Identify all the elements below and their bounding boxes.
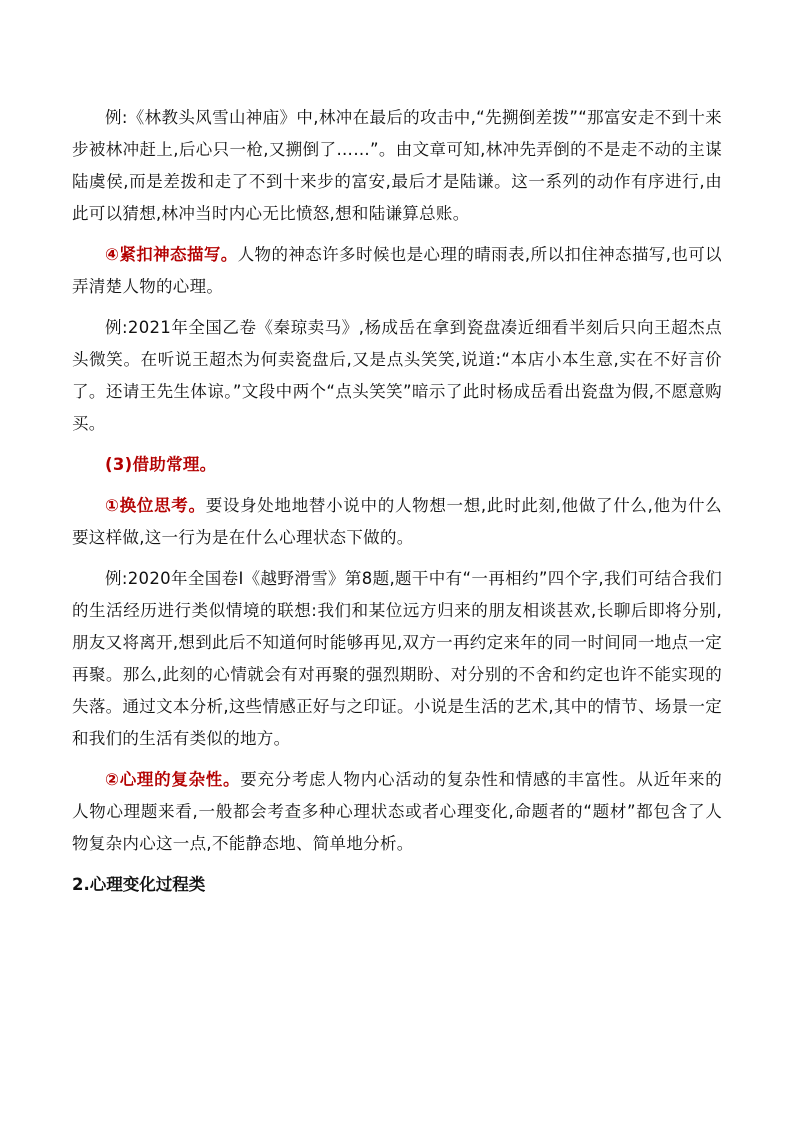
paragraph-lin-chong-example <box>72 102 722 230</box>
paragraph-psychological-complexity <box>72 764 722 860</box>
paragraph-perspective-taking <box>72 490 722 554</box>
section-title-complexity: ②心理的复杂性。 <box>105 770 241 789</box>
section-title-perspective: ①换位思考。 <box>105 496 206 515</box>
paragraph-text: 人物的神态许多时候也是心理的晴雨表,所以扣住神态描写,也可以弄清楚人物的心理。 <box>72 245 722 296</box>
document-content <box>72 102 722 901</box>
paragraph-text: 要设身处地地替小说中的人物想一想,此时此刻,他做了什么,他为什么要这样做,这一行为是在什么心理状态下做的。 <box>72 496 722 547</box>
paragraph-common-sense-heading <box>72 449 722 481</box>
paragraph-qin-qiong-example <box>72 312 722 440</box>
paragraph-text: 例:《林教头风雪山神庙》中,林冲在最后的攻击中,“先搠倒差拨”“那富安走不到十来步被林冲赶上,后心只一枪,又搠倒了……”。由文章可知,林冲先弄倒的不是走不动的主谋陆虞侯,而是差拨和走了不到十来步的富安,最后才是陆谦。这一系列的动作有序进行,由此可以猜想,林冲当时内心无比愤怒,想和陆谦算总账。 <box>72 108 722 223</box>
paragraph-text: 例:2020年全国卷Ⅰ《越野滑雪》第8题,题干中有“一再相约”四个字,我们可结合我们的生活经历进行类似情境的联想:我们和某位远方归来的朋友相谈甚欢,长聊后即将分别,朋友又将离开,想到此后不知道何时能够再见,双方一再约定来年的同一时间同一地点一定再聚。那么,此刻的心情就会有对再聚的强烈期盼、对分别的不舍和约定也许不能实现的失落。通过文本分析,这些情感正好与之印证。小说是生活的艺术,其中的情节、场景一定和我们的生活有类似的地方。 <box>72 569 722 748</box>
section-heading-change-process <box>72 869 722 901</box>
paragraph-expression-description <box>72 239 722 303</box>
section-title-common-sense: (3)借助常理。 <box>105 455 217 474</box>
paragraph-text: 例:2021年全国乙卷《秦琼卖马》,杨成岳在拿到瓷盘凑近细看半刻后只向王超杰点头微笑。在听说王超杰为何卖瓷盘后,又是点头笑笑,说道:“本店小本生意,实在不好言价了。还请王先生体谅。”文段中两个“点头笑笑”暗示了此时杨成岳看出瓷盘为假,不愿意购买。 <box>72 318 722 433</box>
paragraph-cross-country-skiing-example <box>72 563 722 755</box>
heading-text: 2.心理变化过程类 <box>72 875 206 894</box>
section-title-expression: ④紧扣神态描写。 <box>105 245 238 264</box>
paragraph-text: 要充分考虑人物内心活动的复杂性和情感的丰富性。从近年来的人物心理题来看,一般都会考查多种心理状态或者心理变化,命题者的“题材”都包含了人物复杂内心这一点,不能静态地、简单地分析。 <box>72 770 722 853</box>
